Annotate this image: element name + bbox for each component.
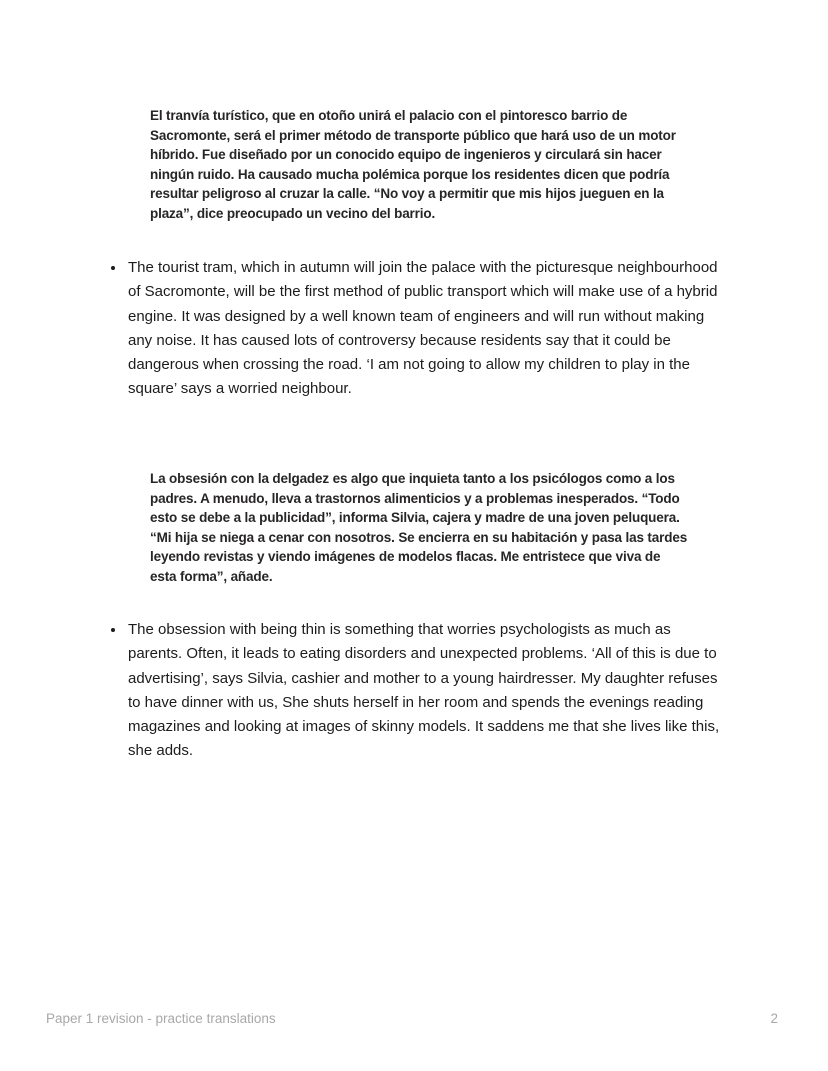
bullet-list-1	[104, 256, 726, 402]
footer-page-number: 2	[770, 1011, 778, 1026]
page-footer	[0, 1011, 828, 1031]
bullet-list-2	[104, 618, 726, 764]
english-translation-2	[104, 618, 726, 764]
english-translation-1-text: • The tourist tram, which in autumn will join the palace with the picturesque neighbourhood of Sacromonte, will be the first method of public transport which will make use of a hybrid engine. It was designed by a well known team of engineers and will run without making any noise. It has caused lots of controversy because residents say that it could be dangerous when crossing the road. ‘I am not going to allow my children to play in the square’ says a worried neighbour.	[126, 256, 726, 402]
footer-document-title: Paper 1 revision - practice translations	[46, 1011, 276, 1026]
english-translation-2-text: • The obsession with being thin is something that worries psychologists as much as parents. Often, it leads to eating disorders and unexpected problems. ‘All of this is due to advertising’, says Silvia, cashier and mother to a young hairdresser. My daughter refuses to have dinner with us, She shuts herself in her room and spends the evenings reading magazines and looking at images of skinny models. It saddens me that she lives like this, she adds.	[126, 618, 726, 764]
spanish-passage-1: El tranvía turístico, que en otoño unirá el palacio con el pintoresco barrio de Sacromonte, será el primer método de transporte público que hará uso de un motor híbrido. Fue diseñado por un conocido equipo de ingenieros y circulará sin hacer ningún ruido. Ha causado mucha polémica porque los residentes dicen que podría resultar peligroso al cruzar la calle. “No voy a permitir que mis hijos jueguen en la plaza”, dice preocupado un vecino del barrio.	[150, 108, 676, 221]
english-translation-1	[104, 256, 726, 402]
spanish-passage-2: La obsesión con la delgadez es algo que inquieta tanto a los psicólogos como a los padres. A menudo, lleva a trastornos alimenticios y a problemas inesperados. “Todo esto se debe a la publicidad”, informa Silvia, cajera y madre de una joven peluquera. “Mi hija se niega a cenar con nosotros. Se encierra en su habitación y pasa las tardes leyendo revistas y viendo imágenes de modelos flacas. Me entristece que viva de esta forma”, añade.	[150, 471, 688, 584]
